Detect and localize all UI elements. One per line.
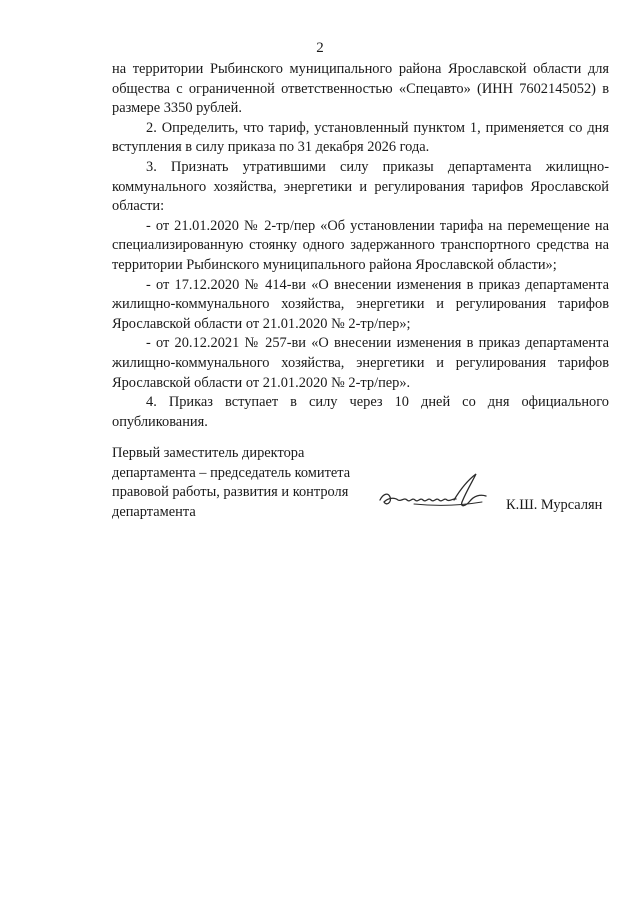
document-body (112, 60, 609, 432)
paragraph-item-3: 3. Признать утратившими силу приказы департамента жилищно-коммунального хозяйства, энергетики и регулирования тарифов Ярославской области: (112, 158, 609, 215)
paragraph-continuation: на территории Рыбинского муниципального района Ярославской области для общества с ограниченной ответственностью «Спецавто» (ИНН 7602145052) в размере 3350 рублей. (112, 61, 609, 117)
handwritten-signature (374, 470, 504, 514)
signer-title-line: департамента – председатель комитета (112, 464, 351, 481)
revoked-order-3: - от 20.12.2021 № 257-ви «О внесении изменения в приказ департамента жилищно-коммунального хозяйства, энергетики и регулирования тарифов Ярославской области от 21.01.2020 № 2-тр/пер». (112, 335, 609, 391)
revoked-order-1: - от 21.01.2020 № 2-тр/пер «Об установлении тарифа на перемещение на специализированную стоянку одного задержанного транспортного средства на территории Рыбинского муниципального района Ярославской области»; (112, 217, 609, 273)
signer-title-line: департамента (112, 503, 196, 520)
signature-block (112, 444, 612, 522)
paragraph-item-4: 4. Приказ вступает в силу через 10 дней со дня официального опубликования. (112, 394, 609, 430)
signer-name: К.Ш. Мурсалян (506, 497, 603, 513)
signer-title-line: правовой работы, развития и контроля (112, 484, 349, 501)
page-number: 2 (316, 40, 324, 56)
paragraph-item-2: 2. Определить, что тариф, установленный пунктом 1, применяется со дня вступления в силу приказа по 31 декабря 2026 года. (112, 119, 609, 156)
signer-title-line: Первый заместитель директора (112, 445, 305, 461)
revoked-order-2: - от 17.12.2020 № 414-ви «О внесении изменения в приказ департамента жилищно-коммунального хозяйства, энергетики и регулирования тарифов Ярославской области от 21.01.2020 № 2-тр/пер»; (112, 276, 609, 332)
